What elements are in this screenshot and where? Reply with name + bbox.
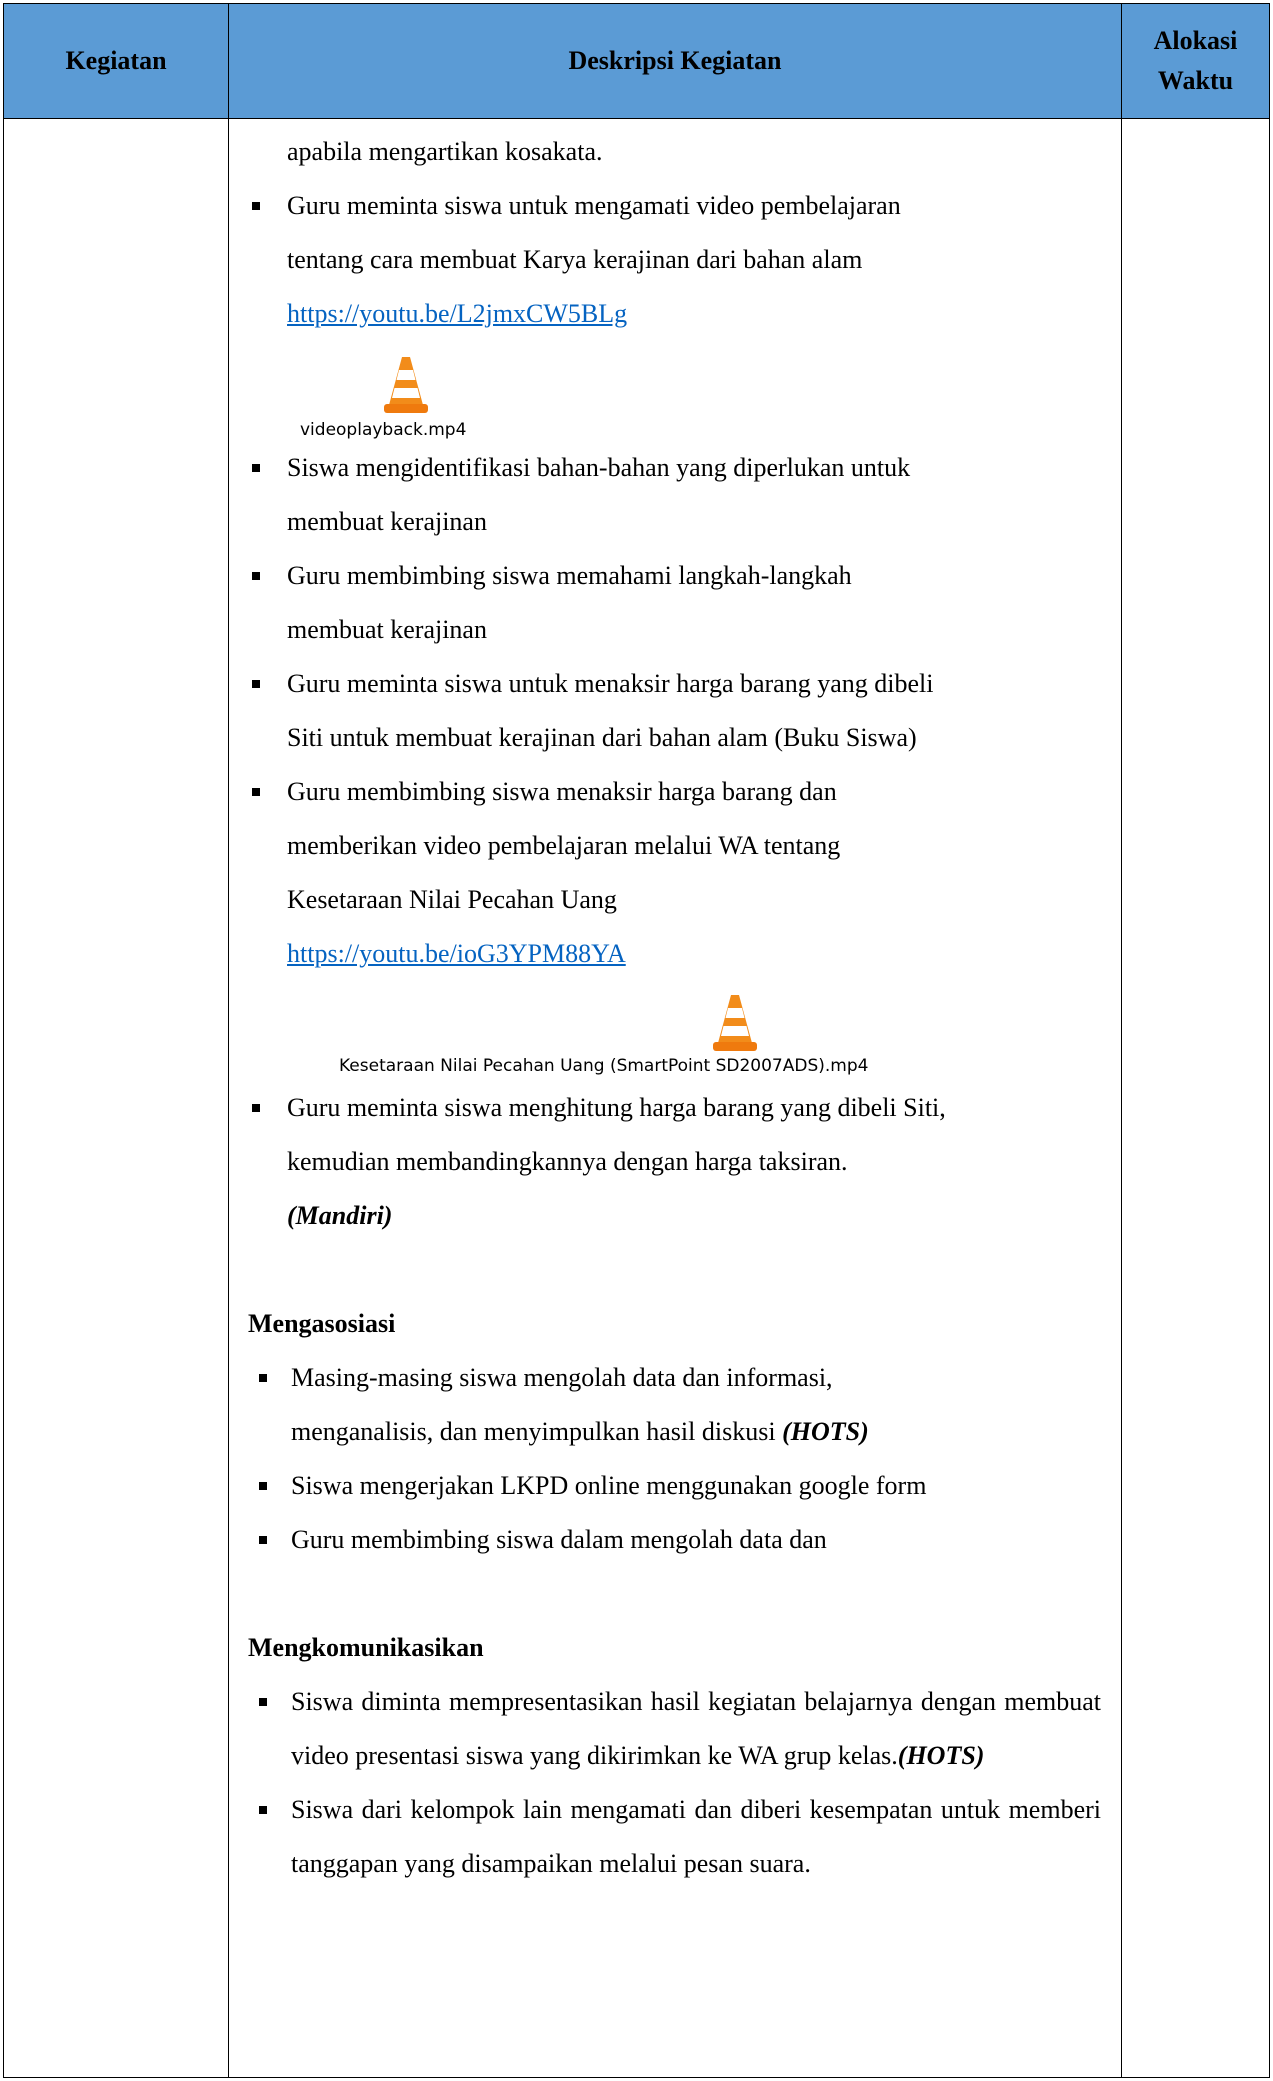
list-item (248, 1675, 1101, 1783)
list-item-line: menganalisis, dan menyimpulkan hasil diskusi (291, 1417, 776, 1446)
emphasis-hots: (HOTS) (782, 1417, 869, 1446)
video-attachment-1[interactable] (248, 341, 1101, 441)
header-alokasi-line1: Alokasi (1153, 26, 1238, 55)
list-item-text: Siswa diminta mempresentasikan hasil kegiatan belajarnya dengan membuat video presentasi siswa yang dikirimkan ke WA grup kelas. (291, 1687, 1101, 1770)
list-item (248, 179, 1101, 341)
list-item-line: Siti untuk membuat kerajinan dari bahan alam (Buku Siswa) (287, 723, 917, 752)
header-alokasi-line2: Waktu (1157, 66, 1234, 95)
list-item-line: tentang cara membuat Karya kerajinan dari bahan alam (287, 245, 863, 274)
cell-kegiatan (4, 119, 229, 2078)
header-deskripsi-kegiatan: Deskripsi Kegiatan (229, 4, 1122, 119)
list-item-line: Kesetaraan Nilai Pecahan Uang (287, 885, 617, 914)
list-item-line: Masing-masing siswa mengolah data dan informasi, (291, 1363, 833, 1392)
list-item (248, 657, 1101, 765)
list-item-line: Guru membimbing siswa menaksir harga barang dan (287, 777, 837, 806)
list-item-line: Guru meminta siswa untuk menaksir harga barang yang dibeli (287, 669, 934, 698)
list-item (248, 1783, 1101, 1891)
list-item-line: Siswa mengerjakan LKPD online menggunakan google form (291, 1471, 927, 1500)
emphasis-mandiri: (Mandiri) (287, 1201, 393, 1230)
list-item (248, 1081, 1101, 1243)
section-heading-mengasosiasi: Mengasosiasi (248, 1309, 396, 1338)
description-content (229, 119, 1121, 1891)
list-item-line: Guru meminta siswa untuk mengamati video pembelajaran (287, 191, 901, 220)
activity-table (3, 3, 1270, 2078)
list-item-text: Siswa dari kelompok lain mengamati dan diberi kesempatan untuk memberi tanggapan yang disampaikan melalui pesan suara. (291, 1795, 1101, 1878)
header-kegiatan: Kegiatan (4, 4, 229, 119)
list-item-line: membuat kerajinan (287, 507, 487, 536)
spacer (248, 1567, 1101, 1621)
continued-line: apabila mengartikan kosakata. (287, 137, 603, 166)
cell-deskripsi (229, 119, 1122, 2078)
list-item-line: Guru meminta siswa menghitung harga barang yang dibeli Siti, (287, 1093, 946, 1122)
vlc-cone-icon (712, 991, 758, 1053)
list-item-line: Guru membimbing siswa dalam mengolah data dan (291, 1525, 827, 1554)
emphasis-hots: (HOTS) (897, 1741, 985, 1770)
header-alokasi-waktu (1122, 4, 1270, 119)
list-item-line: Guru membimbing siswa memahami langkah-langkah (287, 561, 852, 590)
list-item (248, 1459, 1101, 1513)
list-item-line: membuat kerajinan (287, 615, 487, 644)
attachment-filename-2: Kesetaraan Nilai Pecahan Uang (SmartPoint SD2007ADS).mp4 (339, 1056, 869, 1076)
video-link-1[interactable]: https://youtu.be/L2jmxCW5BLg (287, 299, 628, 328)
section-heading-mengkomunikasikan: Mengkomunikasikan (248, 1633, 484, 1662)
list-item (248, 765, 1101, 981)
table-body-row (4, 119, 1270, 2078)
list-item-line: memberikan video pembelajaran melalui WA tentang (287, 831, 841, 860)
vlc-cone-icon (383, 353, 429, 415)
table-header-row (4, 4, 1270, 119)
video-link-2[interactable]: https://youtu.be/ioG3YPM88YA (287, 939, 626, 968)
spacer (248, 1243, 1101, 1297)
attachment-filename-1: videoplayback.mp4 (300, 420, 467, 440)
cell-alokasi-waktu (1122, 119, 1270, 2078)
list-item (248, 441, 1101, 549)
list-item-line: kemudian membandingkannya dengan harga taksiran. (287, 1147, 848, 1176)
list-item-line: Siswa mengidentifikasi bahan-bahan yang diperlukan untuk (287, 453, 911, 482)
list-item (248, 1351, 1101, 1459)
video-attachment-2[interactable] (248, 981, 1101, 1081)
list-item (248, 1513, 1101, 1567)
list-item (248, 549, 1101, 657)
